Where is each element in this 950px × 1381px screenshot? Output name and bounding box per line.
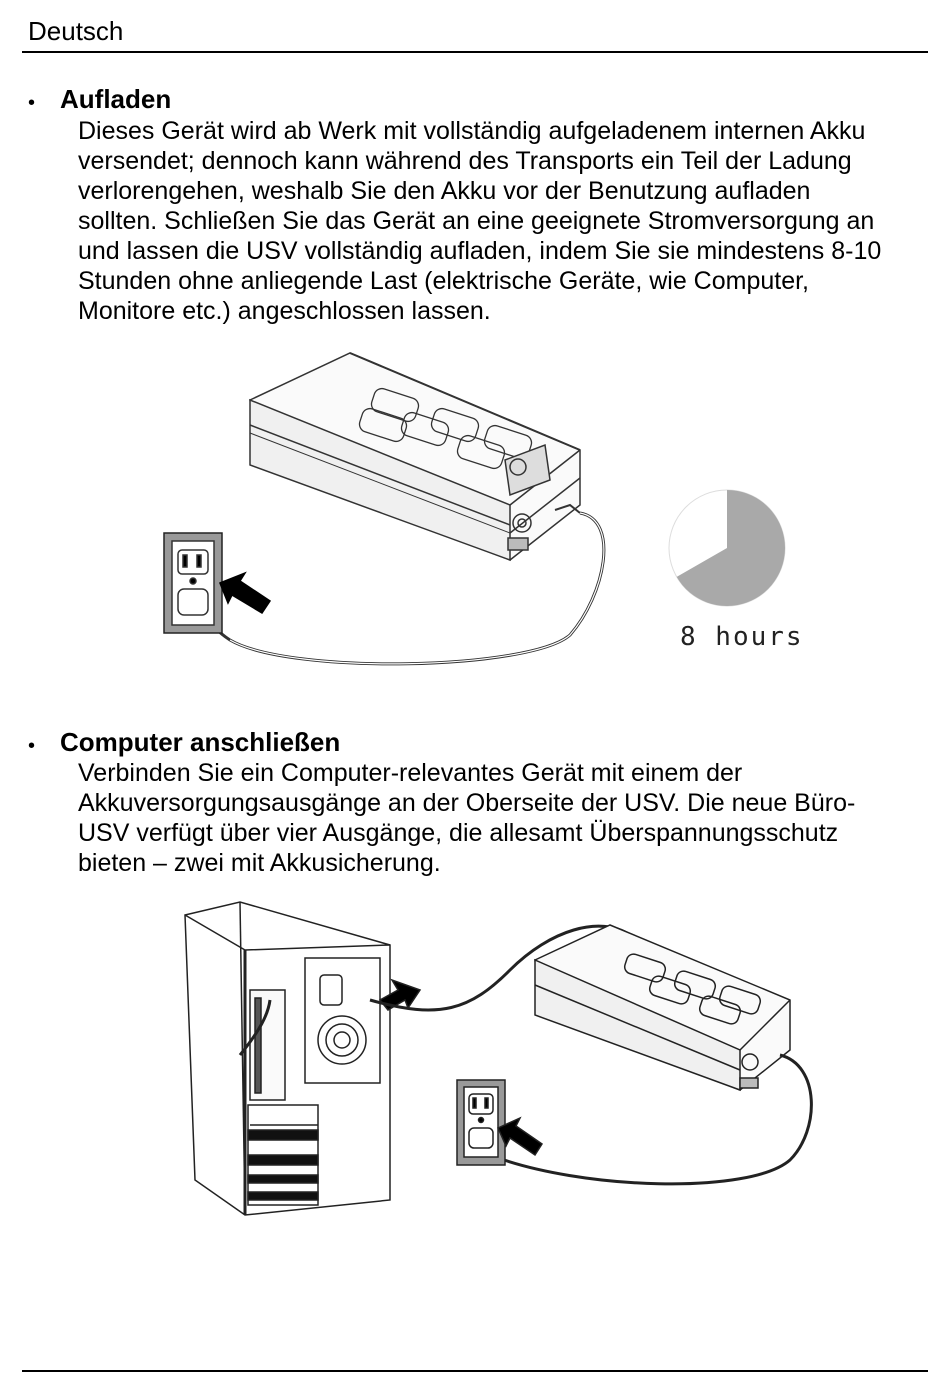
section-title-aufladen: Aufladen xyxy=(60,84,172,114)
computer-connection-illustration xyxy=(180,900,830,1220)
section-title-computer: Computer anschließen xyxy=(60,727,341,757)
bullet-icon: • xyxy=(28,92,36,114)
footer-divider xyxy=(22,1370,928,1372)
page-header-language: Deutsch xyxy=(28,16,124,46)
section-body-aufladen: Dieses Gerät wird ab Werk mit vollständig aufgeladenem internen Akku versendet; dennoch kann während des Transports ein Teil der Ladung verlorengehen, weshalb Sie den Akku vor der Benutzung aufladen sollten. Schließen Sie das Gerät an eine geeignete Stromversorgung an und lassen die USV vollständig aufladen, indem Sie sie mindestens 8-10 Stunden ohne anliegende Last (elektrische Geräte, wie Computer, Monitore etc.) angeschlossen lassen. xyxy=(78,117,882,325)
charge-time-pie xyxy=(665,488,795,618)
section-body-computer: Verbinden Sie ein Computer-relevantes Gerät mit einem der Akkuversorgungsausgänge an der Oberseite der USV. Die neue Büro- USV verfügt über vier Ausgänge, die allesamt Überspannungsschutz bieten – zwei mit Akkusicherung. xyxy=(78,759,856,877)
bullet-icon: • xyxy=(28,735,36,757)
charge-time-label: 8 hours xyxy=(680,622,804,652)
ups-charging-illustration xyxy=(150,345,630,675)
header-divider xyxy=(22,51,928,53)
